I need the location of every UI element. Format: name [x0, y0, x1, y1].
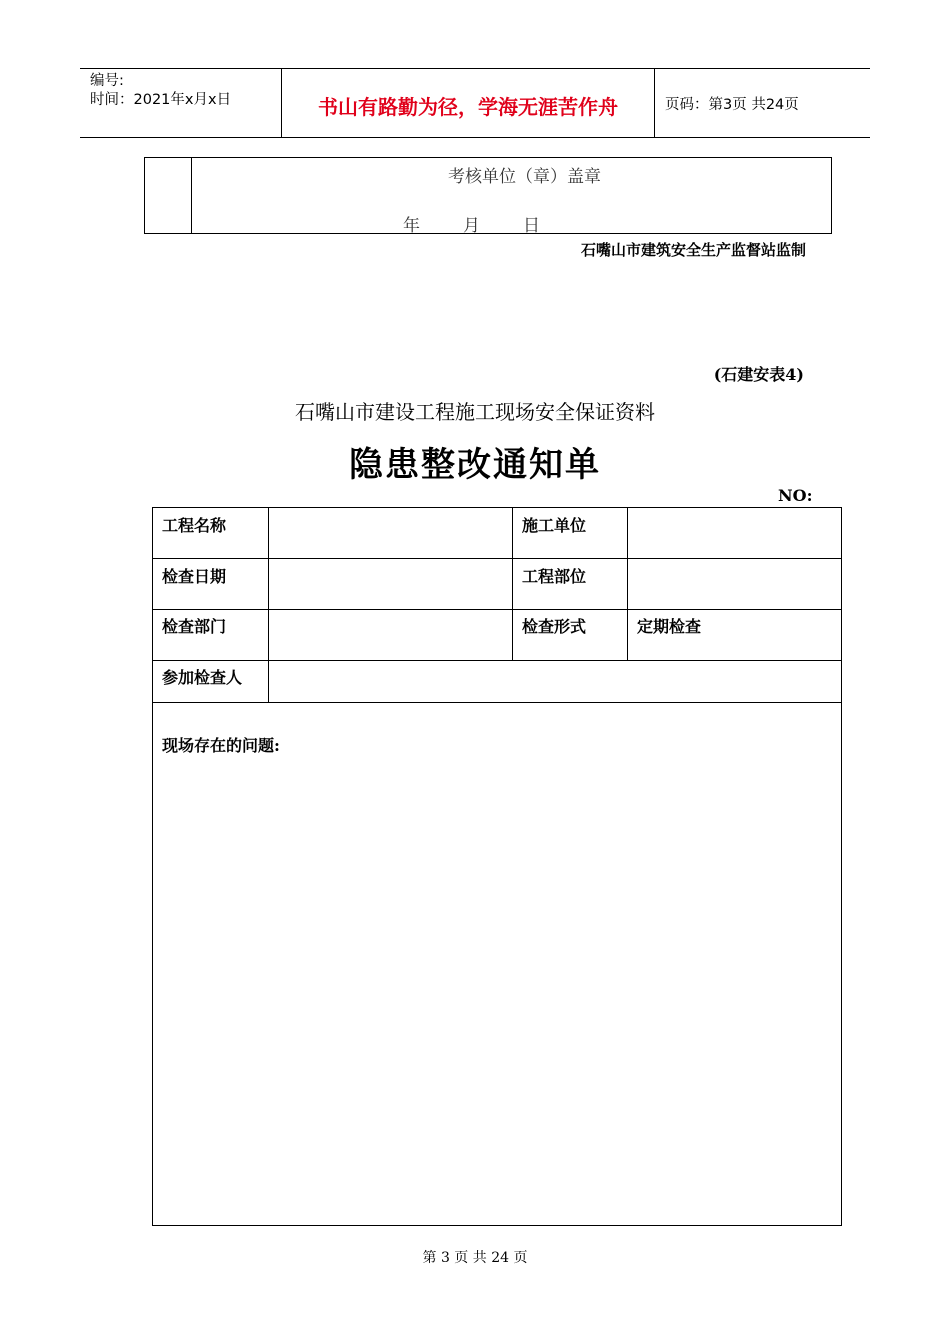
row-line — [153, 609, 841, 610]
page-header — [80, 68, 870, 138]
header-divider — [654, 69, 655, 137]
row-line — [153, 660, 841, 661]
column-line — [627, 508, 628, 660]
inspection-dept-label: 检查部门 — [162, 617, 227, 636]
serial-label: 编号: — [90, 73, 124, 89]
signature-table-fragment — [144, 157, 832, 234]
document-title: 隐患整改通知单 — [349, 445, 601, 485]
project-name-label: 工程名称 — [162, 516, 227, 535]
date-line — [403, 211, 583, 236]
month-label: 月 — [463, 216, 480, 236]
project-part-label: 工程部位 — [522, 567, 587, 586]
stamp-text: 考核单位（章）盖章 — [448, 167, 601, 187]
page-number: 第 3 页 共 24 页 — [422, 1250, 528, 1266]
row-line — [153, 702, 841, 703]
supervision-note: 石嘴山市建筑安全生产监督站监制 — [580, 241, 806, 259]
table-divider — [191, 158, 192, 233]
header-meta — [90, 72, 231, 110]
construction-unit-label: 施工单位 — [522, 516, 587, 535]
inspection-form-value: 定期检查 — [637, 617, 702, 636]
day-label: 日 — [523, 216, 540, 236]
column-line — [268, 508, 269, 702]
header-page-label: 页码：第3页 共24页 — [665, 97, 799, 113]
participants-label: 参加检查人 — [162, 668, 243, 687]
time-label: 时间：2021年x月x日 — [90, 92, 232, 108]
inspection-date-label: 检查日期 — [162, 567, 227, 586]
year-label: 年 — [403, 216, 420, 236]
issues-label: 现场存在的问题: — [162, 736, 280, 755]
notice-form — [152, 507, 842, 1226]
row-line — [153, 558, 841, 559]
number-label: NO: — [778, 486, 813, 505]
header-motto: 书山有路勤为径，学海无涯苦作舟 — [318, 95, 618, 119]
column-line — [512, 508, 513, 660]
inspection-form-label: 检查形式 — [522, 617, 587, 636]
form-number: (石建安表4) — [713, 365, 804, 384]
document-subtitle: 石嘴山市建设工程施工现场安全保证资料 — [295, 400, 655, 424]
